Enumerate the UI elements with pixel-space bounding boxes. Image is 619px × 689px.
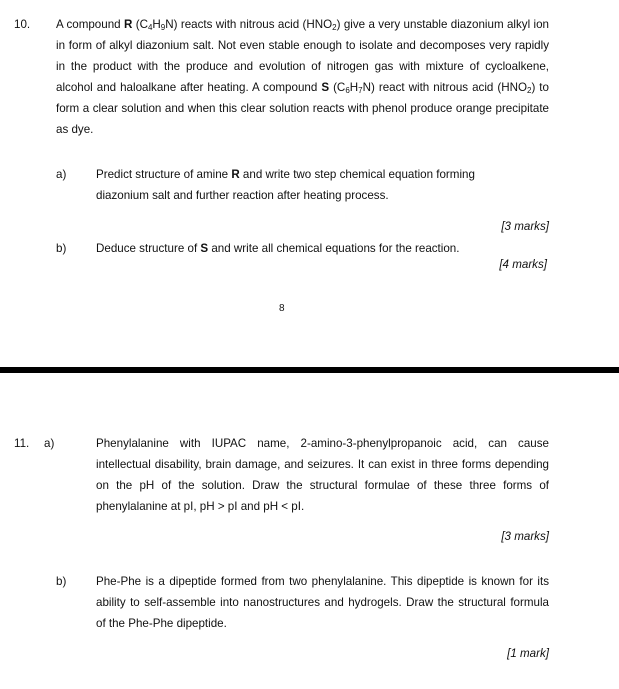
question-11-number: 11. (14, 437, 30, 450)
question-10b-label: b) (56, 242, 67, 255)
question-10a-label: a) (56, 168, 67, 181)
question-11b-label: b) (56, 575, 67, 588)
question-11b-marks: [1 mark] (507, 647, 549, 660)
question-10b-text: Deduce structure of S and write all chemical equations for the reaction. (96, 242, 460, 255)
page-number: 8 (279, 303, 285, 314)
question-10a-line1: Predict structure of amine R and write two step chemical equation forming (96, 168, 475, 181)
question-11a-marks: [3 marks] (501, 530, 549, 543)
question-11a-text: Phenylalanine with IUPAC name, 2-amino-3-phenylpropanoic acid, can cause intellectual disability, brain damage, and seizures. It can exist in three forms depending on the pH of the solution. Draw the structural formulae of these three forms of phenylalanine at pI, pH > pI and pH < pI. (96, 437, 549, 513)
question-10-number: 10. (14, 18, 31, 31)
question-11b-text: Phe-Phe is a dipeptide formed from two phenylalanine. This dipeptide is known for its ability to self-assemble into nanostructures and hydrogels. Draw the structural formula of the Phe-Phe dipeptide. (96, 575, 549, 630)
question-11a-label: a) (44, 437, 55, 450)
compound-r-label: R (123, 18, 133, 31)
question-10a-marks: [3 marks] (501, 220, 549, 233)
question-10b-marks: [4 marks] (499, 258, 547, 271)
page-divider (0, 367, 619, 373)
question-10-intro: A compound R $(C_4H_9N)$ reacts with nitrous acid $(HNO_2)$ give a very unstable diazonium alkyl ion in form of alkyl diazonium salt. Not even stable enough to isolate and decomposes very rapidly in the product with the produce and evolution of nitrogen gas with mixture of cycloalkene, alcohol and haloalkane after heating. A compound S $(C_6H_7N)$ react with nitrous acid $(HNO_2)$ to form a clear solution and when this clear solution reacts with phenol produce orange precipitate as dye. (56, 18, 549, 136)
compound-s-label: S (321, 81, 330, 94)
question-10a-line2: diazonium salt and further reaction after heating process. (96, 189, 389, 202)
